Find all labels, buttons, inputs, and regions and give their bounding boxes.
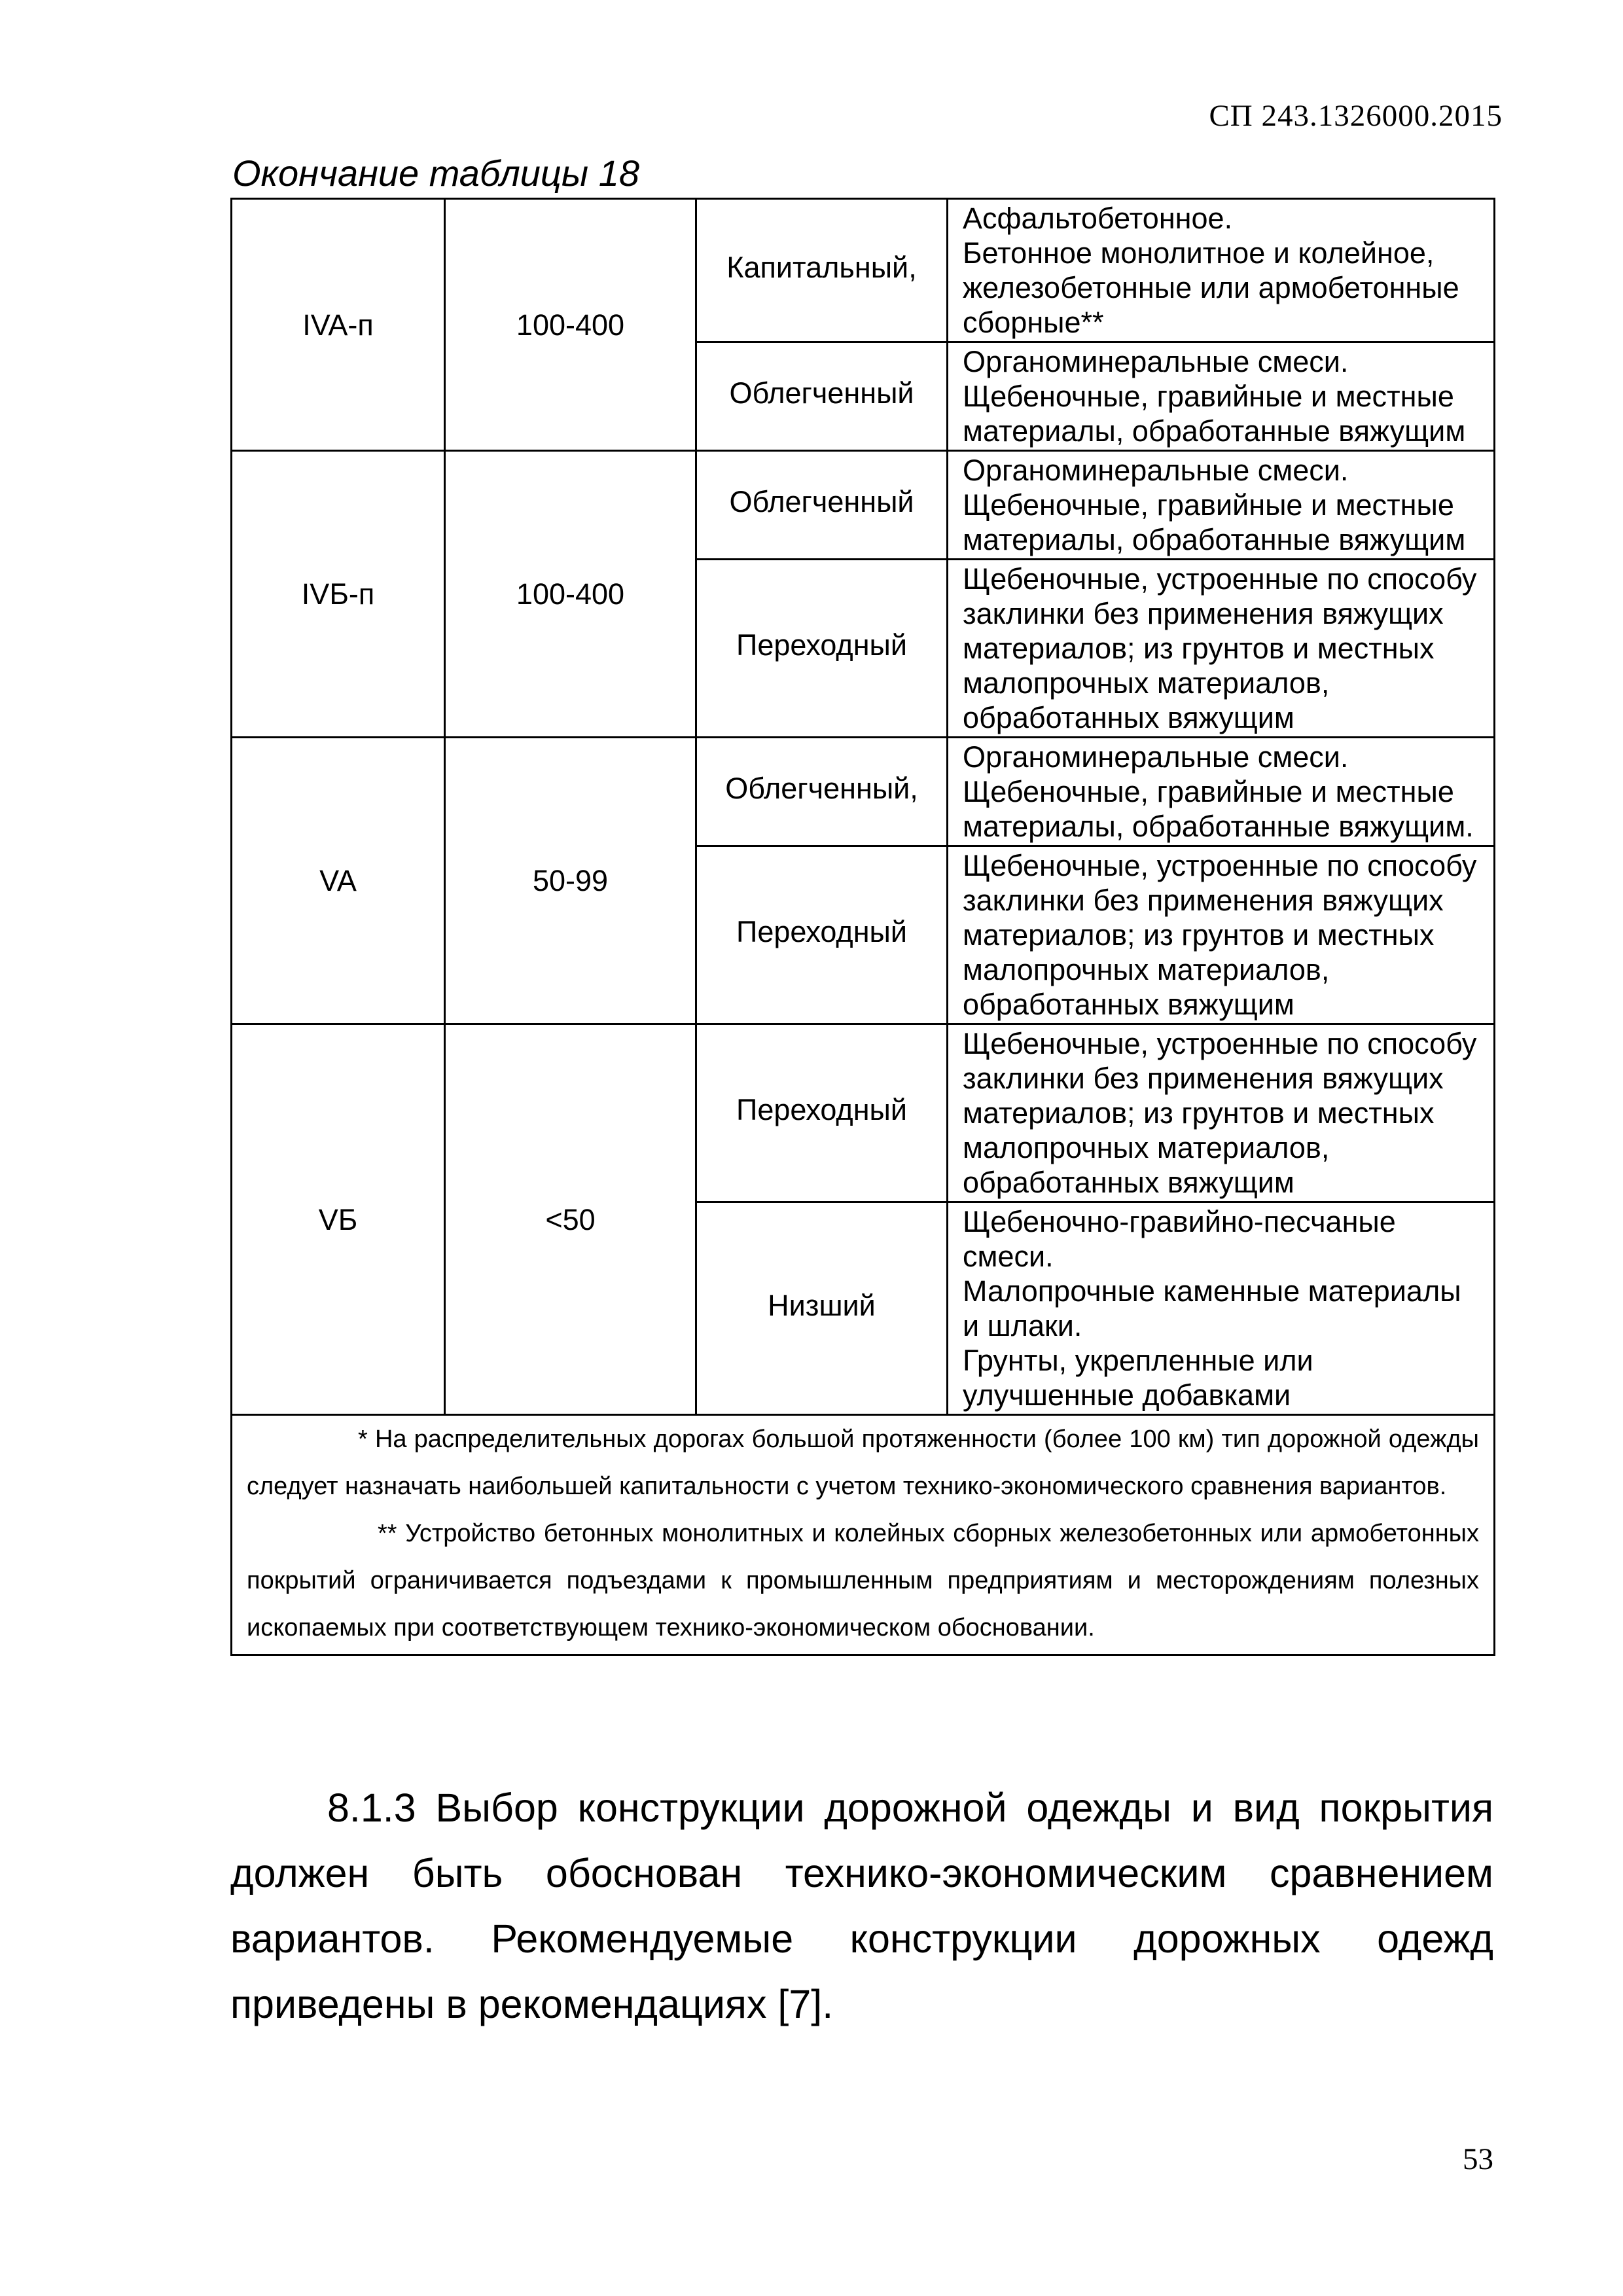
materials-line: сборные** xyxy=(963,306,1104,339)
table-notes xyxy=(232,1415,1495,1655)
materials-line: Щебеночные, устроенные по способу xyxy=(963,1027,1477,1060)
materials-line: Грунты, укрепленные или xyxy=(963,1344,1313,1377)
table-caption: Окончание таблицы 18 xyxy=(232,152,639,194)
road-category-cell: VA xyxy=(232,738,445,1024)
materials-line: Малопрочные каменные материалы xyxy=(963,1274,1461,1308)
footnote-1: * На распределительных дорогах большой протяженности (более 100 км) тип дорожной одежды следует назначать наибольшей капитальности с учетом технико-экономического сравнения вариантов. xyxy=(247,1426,1479,1500)
materials-line: заклинки без применения вяжущих xyxy=(963,884,1444,917)
materials-line: Органоминеральные смеси. xyxy=(963,454,1349,487)
traffic-intensity-cell: 50-99 xyxy=(445,738,696,1024)
table-row xyxy=(232,1024,1495,1202)
traffic-intensity-cell: 100-400 xyxy=(445,451,696,738)
coverage-type-cell: Переходный xyxy=(696,1024,948,1202)
road-category-cell: VБ xyxy=(232,1024,445,1415)
materials-line: обработанных вяжущим xyxy=(963,988,1294,1021)
materials-line: Щебеночные, гравийные и местные xyxy=(963,488,1454,522)
materials-line: Щебеночные, гравийные и местные xyxy=(963,775,1454,808)
traffic-intensity-cell: 100-400 xyxy=(445,199,696,451)
coverage-type-cell: Переходный xyxy=(696,846,948,1024)
document-code: СП 243.1326000.2015 xyxy=(1209,99,1503,133)
materials-cell xyxy=(948,451,1495,560)
materials-cell xyxy=(948,1024,1495,1202)
materials-line: малопрочных материалов, xyxy=(963,953,1330,986)
coverage-type-cell: Переходный xyxy=(696,560,948,738)
materials-line: малопрочных материалов, xyxy=(963,666,1330,700)
materials-line: Щебеночные, устроенные по способу xyxy=(963,562,1477,596)
page-number: 53 xyxy=(1463,2142,1493,2176)
materials-line: материалы, обработанные вяжущим xyxy=(963,523,1466,556)
pavement-table xyxy=(230,198,1495,1656)
coverage-type-cell: Низший xyxy=(696,1202,948,1415)
materials-cell xyxy=(948,1202,1495,1415)
materials-cell xyxy=(948,560,1495,738)
materials-line: улучшенные добавками xyxy=(963,1378,1291,1412)
materials-line: Органоминеральные смеси. xyxy=(963,740,1349,774)
materials-line: материалов; из грунтов и местных xyxy=(963,632,1435,665)
materials-line: материалов; из грунтов и местных xyxy=(963,1096,1435,1130)
road-category-cell: IVA-п xyxy=(232,199,445,451)
materials-line: Щебеночно-гравийно-песчаные xyxy=(963,1205,1396,1238)
materials-line: Щебеночные, устроенные по способу xyxy=(963,849,1477,882)
materials-line: обработанных вяжущим xyxy=(963,701,1294,734)
materials-line: обработанных вяжущим xyxy=(963,1166,1294,1199)
materials-cell xyxy=(948,199,1495,342)
materials-line: Органоминеральные смеси. xyxy=(963,345,1349,378)
materials-line: материалы, обработанные вяжущим. xyxy=(963,810,1474,843)
materials-cell xyxy=(948,342,1495,451)
materials-line: заклинки без применения вяжущих xyxy=(963,597,1444,630)
section-paragraph: 8.1.3 Выбор конструкции дорожной одежды и вид покрытия должен быть обоснован технико-экономическим сравнением вариантов. Рекомендуемые конструкции дорожных одежд приведены в рекомендациях [7]. xyxy=(230,1785,1493,2026)
road-category-cell: IVБ-п xyxy=(232,451,445,738)
materials-line: Щебеночные, гравийные и местные xyxy=(963,380,1454,413)
materials-line: смеси. xyxy=(963,1240,1054,1273)
table-row xyxy=(232,199,1495,342)
materials-line: материалы, обработанные вяжущим xyxy=(963,414,1466,448)
coverage-type-cell: Облегченный xyxy=(696,342,948,451)
materials-line: Бетонное монолитное и колейное, xyxy=(963,236,1435,270)
notes-row xyxy=(232,1415,1495,1655)
materials-line: материалов; из грунтов и местных xyxy=(963,918,1435,952)
traffic-intensity-cell: <50 xyxy=(445,1024,696,1415)
materials-line: и шлаки. xyxy=(963,1309,1082,1342)
coverage-type-cell: Капитальный, xyxy=(696,199,948,342)
materials-line: Асфальтобетонное. xyxy=(963,202,1233,235)
coverage-type-cell: Облегченный xyxy=(696,451,948,560)
materials-line: малопрочных материалов, xyxy=(963,1131,1330,1164)
table-row xyxy=(232,451,1495,560)
footnote-2: ** Устройство бетонных монолитных и колейных сборных железобетонных или армобетонных покрытий ограничивается подъездами к промышленным предприятиям и месторождениям полезных ископаемых при соответствующем технико-экономическом обосновании. xyxy=(247,1520,1479,1641)
materials-line: заклинки без применения вяжущих xyxy=(963,1062,1444,1095)
materials-cell xyxy=(948,738,1495,846)
coverage-type-cell: Облегченный, xyxy=(696,738,948,846)
materials-cell xyxy=(948,846,1495,1024)
materials-line: железобетонные или армобетонные xyxy=(963,271,1459,304)
table-row xyxy=(232,738,1495,846)
